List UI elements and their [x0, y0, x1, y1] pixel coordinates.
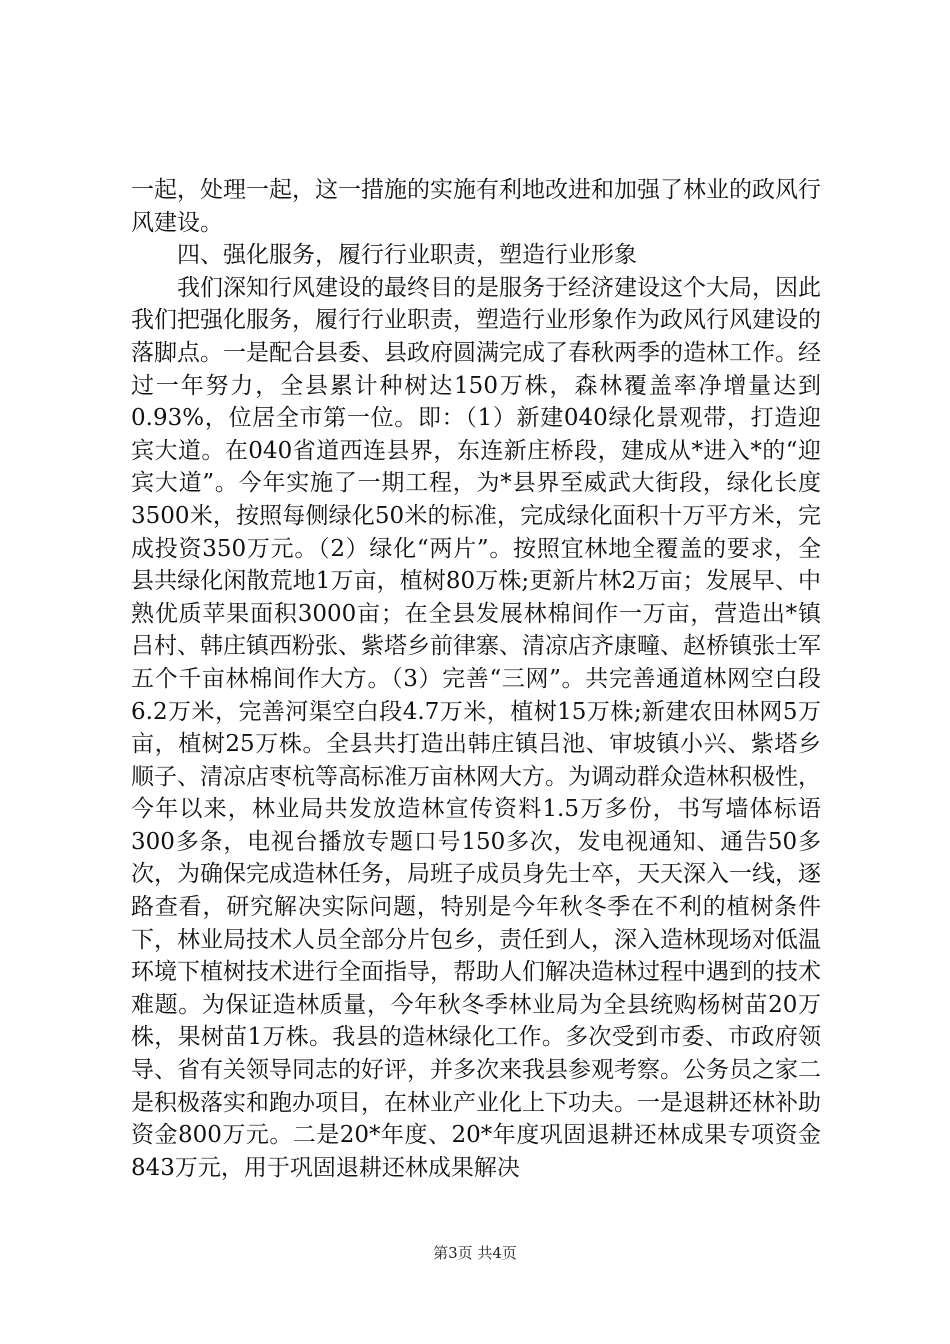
- page-number-footer: 第3页 共4页: [433, 1244, 517, 1262]
- section-heading: 四、强化服务，履行行业职责，塑造行业形象: [177, 242, 637, 269]
- paragraph-body: 我们深知行风建设的最终目的是服务于经济建设这个大局，因此我们把强化服务，履行行业职责，塑造行业形象作为政风行风建设的落脚点。一是配合县委、县政府圆满完成了春秋两季的造林工作。经过一年努力，全县累计种树达150万株，森林覆盖率净增量达到0.93%，位居全市第一位。即：（1）新建040绿化景观带，打造迎宾大道。在040省道西连县界，东连新庄桥段，建成从*进入*的“迎宾大道”。今年实施了一期工程，为*县界至威武大街段，绿化长度3500米，按照每侧绿化50米的标准，完成绿化面积十万平方米，完成投资350万元。（2）绿化“两片”。按照宜林地全覆盖的要求，全县共绿化闲散荒地1万亩，植树80万株;更新片林2万亩；发展早、中熟优质苹果面积3000亩；在全县发展林棉间作一万亩，营造出*镇吕村、韩庄镇西粉张、紫塔乡前律寨、清凉店齐康疃、赵桥镇张士军五个千亩林棉间作大方。（3）完善“三网”。共完善通道林网空白段6.2万米，完善河渠空白段4.7万米，植树15万株;新建农田林网5万亩，植树25万株。全县共打造出韩庄镇吕池、审坡镇小兴、紫塔乡顺子、清凉店枣杭等高标准万亩林网大方。为调动群众造林积极性，今年以来，林业局共发放造林宣传资料1.5万多份，书写墙体标语300多条，电视台播放专题口号150多次，发电视通知、通告50多次，为确保完成造林任务，局班子成员身先士卒，天天深入一线，逐路查看，研究解决实际问题，特别是今年秋冬季在不利的植树条件下，林业局技术人员全部分片包乡，责任到人，深入造林现场对低温环境下植树技术进行全面指导，帮助人们解决造林过程中遇到的技术难题。为保证造林质量，今年秋冬季林业局为全县统购杨树苗20万株，果树苗1万株。我县的造林绿化工作。多次受到市委、市政府领导、省有关领导同志的好评，并多次来我县参观考察。公务员之家二是积极落实和跑办项目，在林业产业化上下功夫。一是退耕还林补助资金800万元。二是20*年度、20*年度巩固退耕还林成果专项资金843万元，用于巩固退耕还林成果解决: [131, 274, 821, 1181]
- document-body: [131, 174, 821, 1184]
- paragraph-continuation: 一起，处理一起，这一措施的实施有利地改进和加强了林业的政风行风建设。: [131, 177, 821, 236]
